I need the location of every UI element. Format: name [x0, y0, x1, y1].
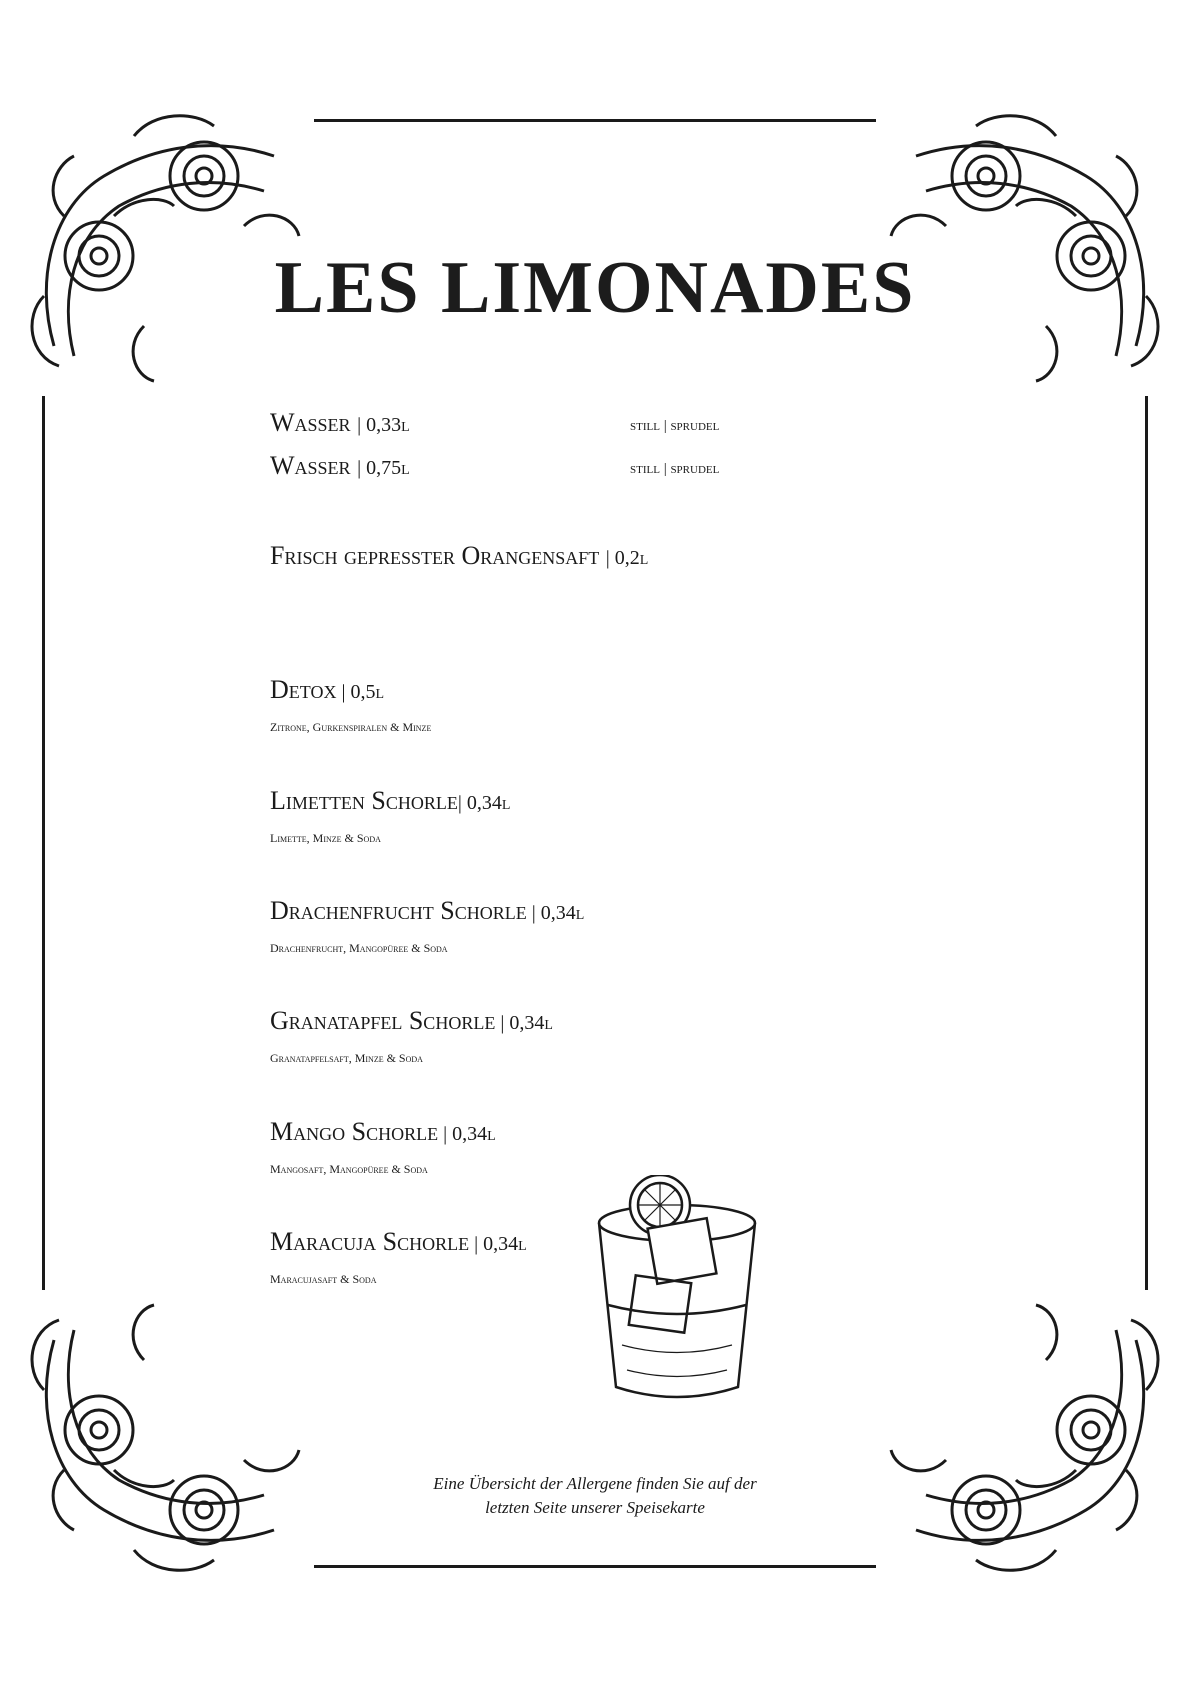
item-description: Limette, Minze & Soda: [270, 831, 381, 845]
item-name: Detox: [270, 675, 337, 704]
menu-item-drachenfrucht-schorle: [270, 896, 584, 956]
corner-ornament-bottom-right-icon: [876, 1290, 1176, 1590]
item-description: Drachenfrucht, Mangopüree & Soda: [270, 941, 448, 955]
item-name: Wasser: [270, 451, 351, 480]
allergen-note-line-1: Eine Übersicht der Allergene finden Sie auf der: [433, 1474, 757, 1493]
item-description: Maracujasaft & Soda: [270, 1272, 377, 1286]
menu-item-water-033: [270, 408, 410, 440]
item-volume: | 0,2l: [605, 547, 649, 569]
item-name: Granatapfel Schorle: [270, 1006, 496, 1035]
item-volume: | 0,34l: [495, 1012, 553, 1034]
item-volume: | 0,34l: [469, 1233, 527, 1255]
item-name: Frisch gepresster Orangensaft: [270, 541, 600, 570]
item-name: Wasser: [270, 408, 351, 437]
item-description: Mangosaft, Mangopüree & Soda: [270, 1162, 428, 1176]
page-title: LES LIMONADES: [274, 247, 916, 329]
item-name: Drachenfrucht Schorle: [270, 896, 527, 925]
item-volume: | 0,34l: [457, 792, 511, 814]
menu-item-orange-juice: [270, 541, 648, 573]
allergen-note-line-2: letzten Seite unserer Speisekarte: [485, 1498, 705, 1517]
water-options: still | sprudel: [630, 461, 720, 477]
menu-item-water-075: [270, 451, 410, 483]
item-name: Maracuja Schorle: [270, 1227, 470, 1256]
item-name: Limetten Schorle: [270, 786, 458, 815]
item-volume: | 0,75l: [357, 457, 410, 479]
item-name: Mango Schorle: [270, 1117, 439, 1146]
corner-ornament-bottom-left-icon: [14, 1290, 314, 1590]
menu-item-limetten-schorle: [270, 786, 510, 846]
menu-item-mango-schorle: [270, 1117, 496, 1177]
item-volume: | 0,33l: [357, 414, 410, 436]
item-volume: | 0,34l: [438, 1123, 496, 1145]
water-options: still | sprudel: [630, 418, 720, 434]
menu-item-granatapfel-schorle: [270, 1006, 553, 1066]
menu-item-detox: [270, 675, 431, 735]
allergen-note: [0, 1472, 1190, 1520]
menu-item-maracuja-schorle: [270, 1227, 527, 1287]
item-volume: | 0,5l: [336, 681, 385, 703]
lemonade-glass-icon: [592, 1175, 762, 1405]
item-description: Granatapfelsaft, Minze & Soda: [270, 1051, 423, 1065]
item-description: Zitrone, Gurkenspiralen & Minze: [270, 720, 432, 734]
item-volume: | 0,34l: [526, 902, 585, 924]
